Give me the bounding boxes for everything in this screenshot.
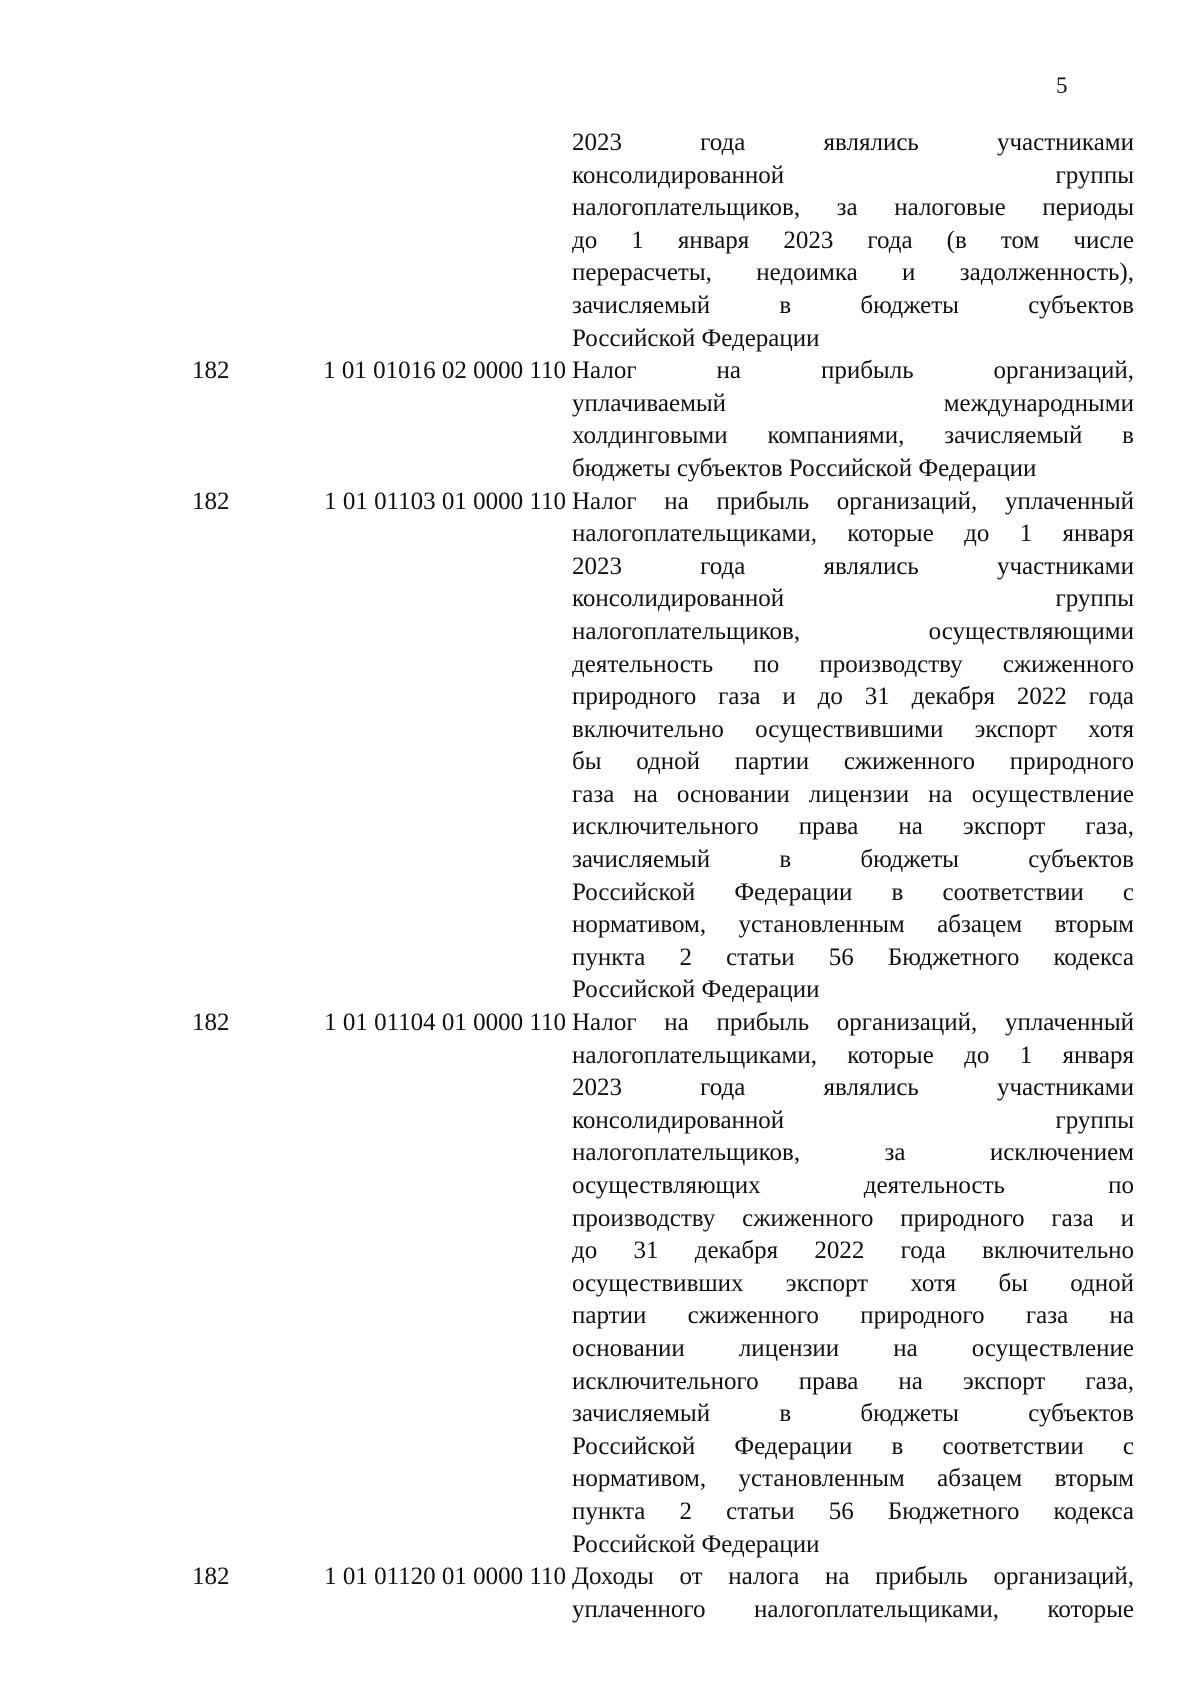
text-line: Российской Федерации: [572, 976, 820, 1004]
text-line: Налог на прибыль организаций, уплаченный: [572, 1009, 1134, 1037]
text-line: Налог на прибыль организаций,: [572, 357, 1134, 385]
text-line: до 31 декабря 2022 года включительно: [572, 1237, 1134, 1265]
text-line: Российской Федерации в соответствии с: [572, 878, 1134, 906]
text-line: консолидированной группы: [572, 161, 1134, 189]
text-line: налогоплательщиков, осуществляющими: [572, 617, 1134, 645]
text-line: природного газа и до 31 декабря 2022 года: [572, 683, 1134, 711]
text-line: Доходы от налога на прибыль организаций,: [572, 1563, 1134, 1591]
text-line: нормативом, установленным абзацем вторым: [572, 911, 1134, 939]
table-row: [192, 355, 1134, 485]
text-line: зачисляемый в бюджеты субъектов: [572, 1400, 1134, 1428]
admin-code-cell: 182: [192, 1009, 230, 1037]
revenue-name-cell: [572, 1561, 1134, 1626]
kbk-code-cell: 1 01 01103 01 0000 110: [324, 487, 566, 515]
text-line: уплачиваемый международными: [572, 389, 1134, 417]
text-line: уплаченного налогоплательщиками, которые: [572, 1595, 1134, 1623]
text-line: включительно осуществившими экспорт хотя: [572, 715, 1134, 743]
kbk-code-cell: 1 01 01120 01 0000 110: [324, 1563, 566, 1591]
admin-code-cell: 182: [192, 1563, 230, 1591]
text-line: бюджеты субъектов Российской Федерации: [572, 454, 1037, 482]
text-line: Российской Федерации в соответствии с: [572, 1432, 1134, 1460]
text-line: исключительного права на экспорт газа,: [572, 813, 1134, 841]
text-line: до 1 января 2023 года (в том числе: [572, 226, 1134, 254]
text-line: основании лицензии на осуществление: [572, 1334, 1134, 1362]
text-line: 2023 года являлись участниками: [572, 129, 1134, 156]
text-line: перерасчеты, недоимка и задолженность),: [572, 259, 1134, 287]
text-line: Налог на прибыль организаций, уплаченный: [572, 487, 1134, 515]
text-line: зачисляемый в бюджеты субъектов: [572, 291, 1134, 319]
text-line: производству сжиженного природного газа и: [572, 1204, 1134, 1232]
budget-classification-table: [192, 127, 1134, 1626]
text-line: партии сжиженного природного газа на: [572, 1302, 1134, 1330]
revenue-name-cell: [572, 127, 1134, 355]
text-line: осуществивших экспорт хотя бы одной: [572, 1269, 1134, 1297]
table-row: [192, 1007, 1134, 1561]
text-line: пункта 2 статьи 56 Бюджетного кодекса: [572, 943, 1134, 971]
text-line: холдинговыми компаниями, зачисляемый в: [572, 422, 1134, 450]
text-line: налогоплательщиков, за налоговые периоды: [572, 194, 1134, 222]
text-line: консолидированной группы: [572, 1106, 1134, 1134]
text-line: осуществляющих деятельность по: [572, 1172, 1134, 1199]
text-line: налогоплательщиков, за исключением: [572, 1139, 1134, 1167]
kbk-code-cell: 1 01 01104 01 0000 110: [324, 1009, 566, 1037]
text-line: 2023 года являлись участниками: [572, 552, 1134, 580]
admin-code-cell: 182: [192, 357, 230, 385]
revenue-name-cell: [572, 1007, 1134, 1561]
text-line: Российской Федерации: [572, 1530, 820, 1558]
text-line: нормативом, установленным абзацем вторым: [572, 1465, 1134, 1493]
text-line: Российской Федерации: [572, 324, 820, 352]
text-line: исключительного права на экспорт газа,: [572, 1367, 1134, 1395]
text-line: пункта 2 статьи 56 Бюджетного кодекса: [572, 1497, 1134, 1525]
table-row: [192, 1561, 1134, 1626]
text-line: 2023 года являлись участниками: [572, 1074, 1134, 1102]
table-row: [192, 127, 1134, 355]
text-line: деятельность по производству сжиженного: [572, 650, 1134, 678]
kbk-code-cell: 1 01 01016 02 0000 110: [323, 357, 566, 385]
text-line: налогоплательщиками, которые до 1 января: [572, 520, 1134, 548]
text-line: газа на основании лицензии на осуществление: [572, 780, 1134, 808]
revenue-name-cell: [572, 486, 1134, 1008]
text-line: консолидированной группы: [572, 585, 1134, 613]
text-line: зачисляемый в бюджеты субъектов: [572, 846, 1134, 874]
page-number: 5: [1056, 73, 1068, 98]
text-line: бы одной партии сжиженного природного: [572, 748, 1134, 776]
admin-code-cell: 182: [192, 487, 230, 515]
table-row: [192, 486, 1134, 1008]
revenue-name-cell: [572, 355, 1134, 485]
text-line: налогоплательщиками, которые до 1 января: [572, 1041, 1134, 1069]
